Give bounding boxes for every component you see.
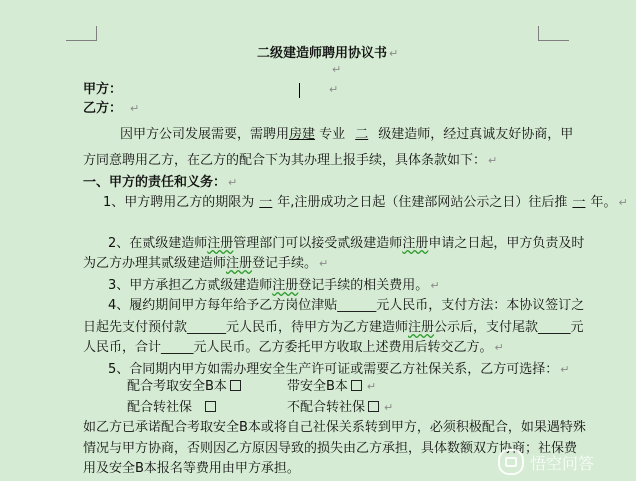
item-text: 年,注册成功之日起（住建部网站公示之日）往后推: [277, 195, 568, 210]
item-text: 登记手续。: [252, 256, 318, 271]
party-b-line[interactable]: [83, 101, 139, 117]
closing-line-1[interactable]: [83, 420, 586, 436]
closing-text: 用及安全B本报名等费用由甲方承担。: [83, 461, 300, 476]
item-2-line-2[interactable]: [83, 256, 328, 272]
intro-line-2[interactable]: [83, 153, 497, 169]
text-cursor: [299, 83, 300, 98]
item-text: 2、在贰级建造师: [108, 236, 208, 251]
party-b-label: 乙方：: [83, 101, 123, 116]
grammar-flag: 注册: [226, 256, 253, 271]
term-years-field: 一: [259, 195, 273, 210]
closing-line-3[interactable]: [83, 461, 300, 477]
party-a-line[interactable]: [83, 82, 122, 98]
watermark: [498, 449, 594, 475]
closing-text: 如乙方已承诺配合考取安全B本或将自己社保关系转到甲方，必须积极配合，如果遇特殊: [83, 420, 586, 435]
item-text: 为乙方办理其贰级建造师: [83, 256, 227, 271]
item-text: 公示后，支付尾款_____元: [434, 320, 584, 335]
option-checkbox[interactable]: [205, 401, 216, 412]
wukong-logo-icon: [498, 449, 524, 475]
item-text: 人民币，合计_____元人民币。乙方委托甲方收取上述费用后转交乙方。: [83, 340, 493, 355]
paragraph-mark: ↵: [384, 401, 394, 414]
intro-text: 级建造师，经过真诚友好协商，甲: [378, 127, 574, 142]
term-years-field-2: 一: [572, 195, 586, 210]
item-2-line-1[interactable]: [108, 236, 584, 252]
party-a-label: 甲方：: [83, 82, 123, 97]
paragraph-mark: ↵: [329, 83, 339, 96]
option-bring-b-cert-row: [287, 379, 376, 395]
item-text: 年。: [590, 195, 617, 210]
major-field: 房建: [289, 127, 316, 142]
option-no-transfer-social-row: [287, 400, 393, 416]
empty-paragraph[interactable]: [330, 62, 341, 78]
intro-text: 方同意聘用乙方，在乙方的配合下为其办理上报手续，具体条款如下：: [83, 153, 487, 168]
grammar-flag: 注册: [207, 236, 234, 251]
item-text: 3、甲方承担乙方贰级建造师: [108, 278, 273, 293]
watermark-text: 悟空问答: [530, 454, 595, 473]
title-text: 二级建造师聘用协议书: [257, 46, 388, 61]
page-corner-top-left: [66, 26, 97, 41]
grammar-flag: 注册: [408, 320, 435, 335]
item-4-line-3[interactable]: [83, 340, 504, 356]
level-field: 二: [355, 127, 369, 142]
grammar-flag: 注册: [402, 236, 429, 251]
option-label: 带安全B本: [287, 379, 348, 394]
item-text: 5、合同期内甲方如需办理安全生产许可证或需要乙方社保关系，乙方可选择：: [108, 362, 559, 377]
paragraph-mark: ↵: [618, 196, 628, 209]
paragraph-mark: ↵: [228, 176, 238, 189]
item-4-line-2[interactable]: [83, 320, 584, 336]
option-transfer-social-row: [127, 400, 219, 416]
section-1-heading[interactable]: [83, 175, 237, 191]
intro-text: 因甲方公司发展需要，需聘用: [120, 127, 290, 142]
paragraph-mark: ↵: [332, 63, 342, 76]
paragraph-mark: ↵: [560, 363, 570, 376]
option-checkbox[interactable]: [368, 401, 379, 412]
item-3[interactable]: [108, 278, 440, 294]
option-label: 配合转社保: [127, 400, 193, 415]
paragraph-mark: ↵: [319, 257, 329, 270]
paragraph-mark: ↵: [366, 380, 377, 393]
party-a-mark: [327, 82, 338, 98]
option-label: 不配合转社保: [287, 400, 366, 415]
grammar-flag: 注册: [272, 278, 299, 293]
item-text: 登记手续的相关费用。: [298, 278, 429, 293]
page-corner-top-right: [538, 26, 569, 41]
item-text: 日起先支付预付款______元人民币，待甲方为乙方建造师: [83, 320, 409, 335]
paragraph-mark: ↵: [389, 47, 399, 60]
intro-line-1[interactable]: [120, 127, 573, 143]
option-label: 配合考取安全B本: [127, 379, 227, 394]
paragraph-mark: ↵: [488, 154, 498, 167]
section-heading-text: 一、甲方的责任和义务：: [83, 175, 227, 190]
paragraph-mark: ↵: [430, 279, 440, 292]
paragraph-mark: ↵: [130, 102, 140, 115]
item-5[interactable]: [108, 362, 570, 378]
item-4-line-1[interactable]: [108, 298, 584, 314]
option-checkbox[interactable]: [351, 380, 362, 391]
item-1[interactable]: [103, 195, 628, 211]
intro-text: 专业: [319, 127, 346, 142]
item-text: 申请之日起，甲方负责及时: [428, 236, 585, 251]
option-checkbox[interactable]: [230, 380, 241, 391]
item-text: 管理部门可以接受贰级建造师: [233, 236, 403, 251]
option-b-cert-row: [127, 379, 244, 395]
closing-text: 情况与甲方协商，否则因乙方原因导致的损失由乙方承担，具体数额双方协商；社保费: [83, 441, 578, 456]
paragraph-mark: ↵: [494, 341, 504, 354]
document-title[interactable]: [257, 46, 398, 62]
item-text: 4、履约期间甲方每年给予乙方岗位津贴______元人民币，支付方法：本协议签订之: [108, 298, 585, 313]
item-text: 1、甲方聘用乙方的期限为: [103, 195, 255, 210]
